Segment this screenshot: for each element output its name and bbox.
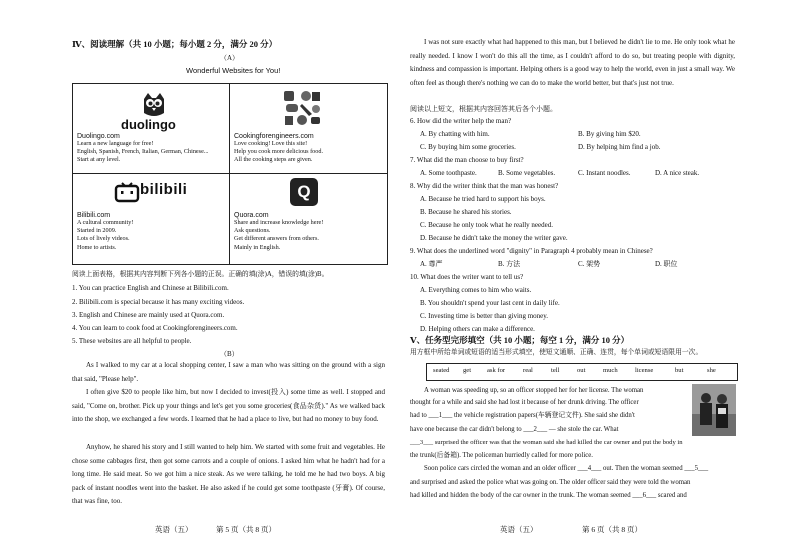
- mcq-question: 9. What does the underlined word "dignity" in Paragraph 4 probably mean in Chinese?: [410, 247, 653, 255]
- site-card-quora: Q Quora.com Share and increase knowledge here! Ask questions. Get different answers from others. Mainly in English.: [234, 176, 390, 265]
- mcq-option: B. By giving him $20.: [578, 130, 641, 138]
- mcq-question: 8. Why did the writer think that the man was honest?: [410, 182, 559, 190]
- cloze-line: have one because the car didn't belong to ___2___ — she stole the car. What: [410, 426, 619, 433]
- question: 5. These websites are all helpful to people.: [72, 337, 192, 345]
- word-option: real: [523, 367, 533, 374]
- site-name: Quora.com: [234, 212, 269, 219]
- footer-subject: 英语（五）: [155, 525, 193, 534]
- mcq-option: A. Some toothpaste.: [420, 169, 477, 177]
- passage-paragraph: As I walked to my car at a local shopping center, I saw a man who was sitting on the ground with a sign that said, "Please help".: [72, 361, 385, 383]
- site-name: Duolingo.com: [77, 133, 120, 140]
- footer-page: 第 5 页（共 8 页）: [216, 525, 276, 534]
- site-name: Cookingforengineers.com: [234, 133, 314, 140]
- mcq-question: 10. What does the writer want to tell us?: [410, 273, 524, 281]
- word-option: tell: [551, 367, 560, 374]
- passage-instruction: 阅读以上短文，根据其内容回答其后各个小题。: [410, 105, 557, 113]
- mcq-option: B. You shouldn't spend your last cent in daily life.: [420, 299, 560, 307]
- cloze-line: had killed and hidden the body of the car owner in the trunk. The woman seemed ___6___ scared and: [410, 492, 687, 499]
- word-option: license: [635, 367, 654, 374]
- mcq-option: A. By chatting with him.: [420, 130, 490, 138]
- cloze-line: thought for a while and said she had lost it because of her drunk driving. The officer: [410, 399, 639, 406]
- mcq-option: C. By buying him some groceries.: [420, 143, 516, 151]
- word-box: [426, 363, 738, 381]
- quora-logo-icon: Q: [290, 178, 318, 206]
- site-card-cookingforengineers: Cookingforengineers.com Love cooking! Love this site! Help you cook more delicious food. All the cooking steps are given.: [234, 87, 390, 176]
- duolingo-logo-text: duolingo: [121, 117, 176, 132]
- mcq-option: C. 架势: [578, 260, 601, 268]
- mcq-option: A. Everything comes to him who waits.: [420, 286, 532, 294]
- word-option: seated: [433, 367, 450, 374]
- word-option: ask for: [487, 367, 506, 374]
- question: 3. English and Chinese are mainly used at Quora.com.: [72, 311, 225, 319]
- bilibili-tv-icon: [115, 182, 139, 202]
- question: 4. You can learn to cook food at Cookingforengineers.com.: [72, 324, 238, 332]
- mcq-option: B. 方法: [498, 260, 521, 268]
- mcq-option: D. By helping him find a job.: [578, 143, 661, 151]
- cloze-line: had to ___1___ the vehicle registration papers(车辆登记文件). She said she didn't: [410, 412, 635, 419]
- cloze-line: and surprised and asked the police what was going on. The older officer said they were told the woman: [410, 479, 691, 486]
- section5-title: Ⅴ、任务型完形填空（共 10 小题；每空 1 分，满分 10 分）: [410, 335, 630, 345]
- cloze-line: Soon police cars circled the woman and an older officer ___4___ out. Then the woman seemed ___5___: [424, 465, 709, 472]
- mcq-option: D. Because he didn't take the money the writer gave.: [420, 234, 568, 242]
- part-b-label: （B）: [220, 350, 239, 358]
- websites-table: [72, 83, 388, 265]
- word-option: she: [707, 367, 716, 374]
- passage-paragraph: I was not sure exactly what had happened to this man, but I believed he didn't lie to me. He only took what he really needed. I know I won't do this all the time, as I couldn't afford to do so, but treating people with dignity, kindness and compassion is important. Helping others is a good way to help the world, even in just a small way. We often feel as though there's nothing we can do to make the world better, but that's just not true.: [410, 38, 735, 87]
- mcq-option: C. Instant noodles.: [578, 169, 631, 177]
- section5-instruction: 用方框中所给单词或短语的适当形式填空，使短文通顺、正确、连贯，每个单词或短语限用一次。: [410, 349, 703, 356]
- cloze-line: A woman was speeding up, so an officer stopped her for her license. The woman: [424, 387, 644, 394]
- word-option: but: [675, 367, 684, 374]
- bilibili-logo-text: bilibili: [140, 181, 188, 198]
- mcq-option: B. Because he shared his stories.: [420, 208, 512, 216]
- word-option: out: [577, 367, 586, 374]
- kitchen-tools-icon: [282, 89, 322, 127]
- site-card-duolingo: duolingo Duolingo.com Learn a new language for free! English, Spanish, French, Italian, German, Chinese... Start at any level.: [77, 87, 233, 176]
- part-a-label: （A）: [220, 54, 240, 62]
- passage-paragraph: Anyhow, he shared his story and I still wanted to help him. We started with some fruit and vegetables. He chose some cabbages first, then got some carrots and a couple of onions. I asked him what he hadn't had for a long time. He said meat. So we got him a nice steak. As we were talking, he told me he had two boys. A big pack of instant noodles went into the basket. He also asked if he could get some toothpaste (牙膏). Of course, that was fine, too.: [72, 443, 385, 506]
- mcq-option: A. Because he tried hard to support his boys.: [420, 195, 546, 203]
- site-card-bilibili: bilibili Bilibili.com A cultural community! Started in 2009. Lots of lively videos. Home to artists.: [77, 181, 188, 251]
- footer-subject: 英语（五）: [500, 525, 538, 534]
- mcq-option: D. 职位: [655, 260, 678, 268]
- word-option: get: [463, 367, 472, 374]
- mcq-option: C. Investing time is better than giving money.: [420, 312, 549, 320]
- question: 1. You can practice English and Chinese at Bilibili.com.: [72, 284, 229, 292]
- duolingo-owl-icon: [139, 89, 169, 119]
- mcq-option: D. Helping others can make a difference.: [420, 325, 535, 333]
- mcq-question: 6. How did the writer help the man?: [410, 117, 512, 125]
- question: 2. Bilibili.com is special because it has many exciting videos.: [72, 298, 245, 306]
- table-title: Wonderful Websites for You!: [186, 66, 281, 75]
- mcq-question: 7. What did the man choose to buy first?: [410, 156, 524, 164]
- police-officer-photo: [692, 384, 736, 436]
- mcq-option: B. Some vegetables.: [498, 169, 556, 177]
- cloze-line: ___3___ surprised the officer was that the woman said she had killed the car owner and put the body in: [410, 439, 683, 446]
- passage-paragraph: I often give $20 to people like him, but now I decided to invest(投入) some time as well. I stopped and said, "Come on, brother. Pick up your things and let's get you some groceries(食品杂货)." As we walked back into the shop, we exchanged a few words. I learned that he had a place to live, but had no money to buy food.: [72, 388, 385, 424]
- footer-page: 第 6 页（共 8 页）: [582, 525, 642, 534]
- site-name: Bilibili.com: [77, 212, 111, 219]
- mcq-option: D. A nice steak.: [655, 169, 700, 177]
- part-a-instruction: 阅读上面表格，根据其内容判断下列各小题的正误。正确的填(涂)A，错误的填(涂)B。: [72, 271, 329, 278]
- mcq-option: A. 尊严: [420, 260, 443, 268]
- cloze-line: the trunk(后备箱). The policeman hurriedly called for more police.: [410, 452, 593, 459]
- section4-title: Ⅳ、阅读理解（共 10 小题；每小题 2 分，满分 20 分）: [72, 39, 278, 49]
- mcq-option: C. Because he only took what he really needed.: [420, 221, 553, 229]
- word-option: much: [603, 367, 618, 374]
